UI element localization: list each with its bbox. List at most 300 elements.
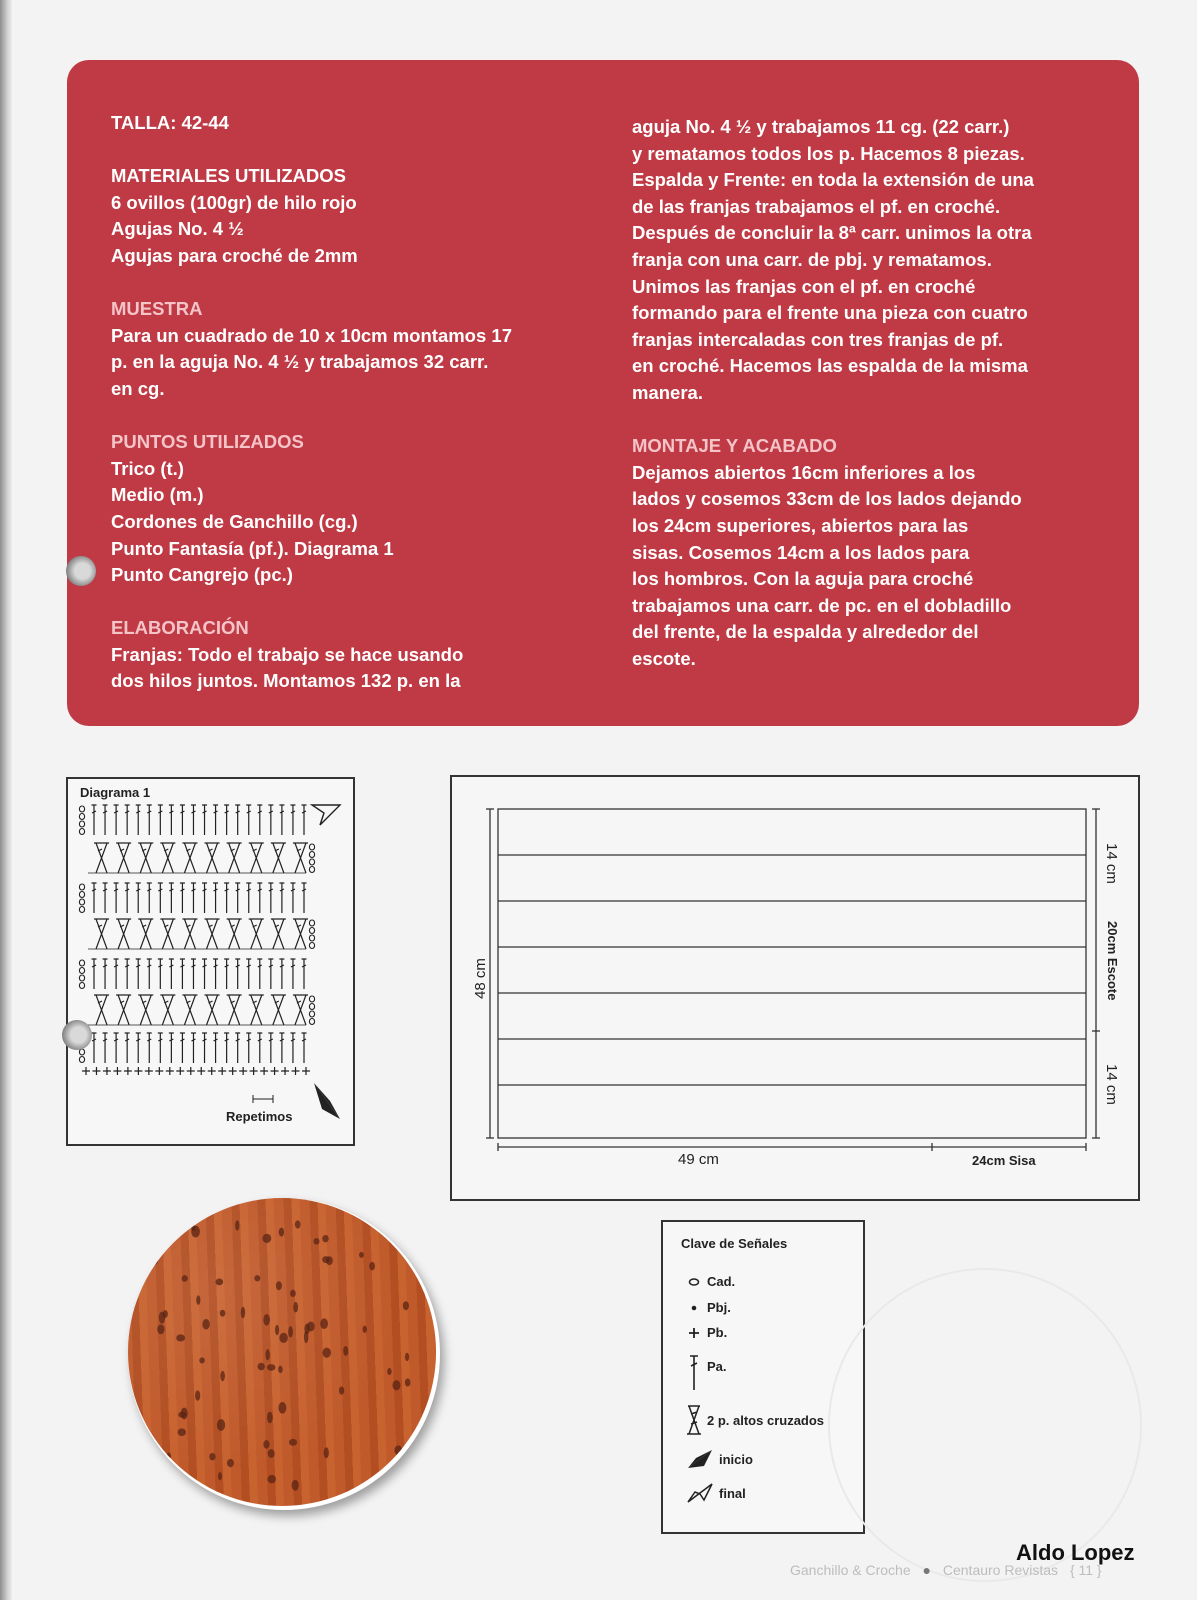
instruction-line: Medio (m.) (111, 484, 204, 506)
treble-stitch-mark (92, 883, 97, 913)
treble-stitch-mark (92, 1033, 97, 1063)
chain-stitch-mark (309, 852, 314, 858)
swatch-texture-spot (288, 1326, 293, 1337)
instruction-line: franja con una carr. de pbj. y rematamos. (632, 248, 992, 270)
garment-schematic (450, 775, 1140, 1201)
crossed-stitch-mark (293, 843, 308, 873)
swatch-texture-spot (157, 1324, 164, 1334)
treble-stitch-mark (268, 805, 273, 835)
chain-stitch-mark (79, 960, 84, 966)
paragraph-gap (632, 407, 1112, 434)
page-footer: Ganchillo & Croche ● Centauro Revistas { 11 } (790, 1562, 1102, 1578)
swatch-texture-spot (195, 1390, 200, 1400)
instruction-line: trabajamos una carr. de pc. en el dobladillo (632, 594, 1012, 616)
treble-stitch-mark (279, 1033, 284, 1063)
treble-stitch-mark (257, 883, 262, 913)
swatch-texture-spot (267, 1364, 276, 1371)
crossed-stitch-mark (182, 995, 197, 1025)
chain-stitch-mark (79, 1057, 84, 1063)
repeat-label: Repetimos (226, 1109, 293, 1124)
bottom-section-label: 14 cm (1103, 1064, 1120, 1105)
swatch-texture-spot (290, 1290, 296, 1297)
section-heading: MUESTRA (111, 298, 203, 320)
treble-stitch-mark (202, 805, 207, 835)
filled-arrow-icon (685, 1448, 715, 1470)
crossed-stitch-mark (138, 995, 153, 1025)
single-crochet-mark (155, 1067, 163, 1075)
instruction-line: 6 ovillos (100gr) de hilo rojo (111, 191, 357, 213)
swatch-texture-spot (279, 1333, 287, 1343)
crossed-stitch-mark (293, 919, 308, 949)
treble-stitch-mark (147, 805, 152, 835)
treble-stitch-mark (257, 805, 262, 835)
crossed-stitch-mark (249, 995, 264, 1025)
crossed-stitch-mark (227, 995, 242, 1025)
treble-stitch-mark (147, 1033, 152, 1063)
crossed-stitch-mark (227, 843, 242, 873)
instructions-right-column (632, 114, 1112, 672)
swatch-texture-spot (265, 1349, 269, 1360)
single-crochet-mark (271, 1067, 279, 1075)
single-crochet-mark (302, 1067, 310, 1075)
section-heading: MONTAJE Y ACABADO (632, 435, 837, 457)
swatch-texture-spot (295, 1220, 301, 1228)
swatch-texture-spot (196, 1295, 200, 1305)
swatch-photo (128, 1198, 436, 1506)
swatch-texture-spot (403, 1301, 409, 1310)
treble-stitch-mark (180, 959, 185, 989)
swatch-texture-spot (262, 1234, 271, 1243)
treble-stitch-mark (114, 959, 119, 989)
swatch-texture-spot (182, 1275, 188, 1282)
crossed-stitch-mark (94, 843, 109, 873)
treble-stitch-mark (92, 959, 97, 989)
crossed-stitch-mark (249, 919, 264, 949)
swatch-texture-spot (191, 1480, 197, 1487)
instructions-left-column (111, 110, 591, 695)
treble-stitch-mark (125, 959, 130, 989)
treble-stitch-mark (169, 1033, 174, 1063)
treble-stitch-mark (268, 883, 273, 913)
chain-stitch-mark (79, 829, 84, 835)
page-number: { 11 } (1069, 1562, 1102, 1578)
instruction-line: y rematamos todos los p. Hacemos 8 piezas. (632, 142, 1025, 164)
instruction-line: formando para el frente una pieza con cuatro (632, 302, 1028, 324)
single-crochet-mark (218, 1067, 226, 1075)
treble-stitch-mark (279, 883, 284, 913)
publisher-name: Centauro Revistas (942, 1562, 1059, 1578)
treble-stitch-mark (279, 959, 284, 989)
instruction-line: Franjas: Todo el trabajo se hace usando (111, 643, 464, 665)
swatch-texture-spot (320, 1318, 328, 1329)
chain-stitch-mark (309, 943, 314, 949)
single-crochet-mark (187, 1067, 195, 1075)
chain-stitch-mark (309, 928, 314, 934)
treble-stitch-mark (136, 1033, 141, 1063)
single-crochet-mark (166, 1067, 174, 1075)
treble-stitch-mark (202, 959, 207, 989)
swatch-texture-spot (167, 1453, 171, 1459)
treble-stitch-mark (114, 805, 119, 835)
legend-label: Cad. (707, 1274, 736, 1289)
treble-stitch-mark (235, 1033, 240, 1063)
crossed-stitch-mark (160, 919, 175, 949)
swatch-texture-spot (218, 1472, 222, 1480)
swatch-texture-spot (199, 1357, 205, 1363)
treble-stitch-mark (191, 1033, 196, 1063)
instruction-line: los hombros. Con la aguja para croché (632, 568, 974, 590)
instruction-line: franjas intercaladas con tres franjas de pf. (632, 328, 1004, 350)
chain-oval-icon (685, 1277, 703, 1287)
width-label: 49 cm (678, 1151, 719, 1168)
crossed-stitch-mark (182, 919, 197, 949)
section-heading: PUNTOS UTILIZADOS (111, 431, 304, 453)
treble-stitch-mark (92, 805, 97, 835)
treble-stitch-mark (279, 805, 284, 835)
chain-stitch-mark (79, 968, 84, 974)
instruction-line: Unimos las franjas con el pf. en croché (632, 275, 976, 297)
legend-label: Pb. (707, 1325, 728, 1340)
treble-stitch-mark (224, 959, 229, 989)
chain-stitch-mark (309, 935, 314, 941)
crossed-stitch-mark (138, 843, 153, 873)
treble-stitch-mark (169, 805, 174, 835)
treble-stitch-mark (224, 883, 229, 913)
treble-stitch-mark (125, 805, 130, 835)
crossed-stitch-mark (94, 995, 109, 1025)
single-crochet-mark (292, 1067, 300, 1075)
diagram-title: Diagrama 1 (80, 785, 151, 800)
instruction-line: Agujas No. 4 ½ (111, 218, 244, 240)
instructions-panel (67, 60, 1139, 726)
treble-stitch-mark (302, 959, 307, 989)
chain-stitch-mark (79, 975, 84, 981)
swatch-texture-spot (293, 1302, 298, 1313)
paragraph-gap (111, 589, 591, 616)
single-crochet-mark (208, 1067, 216, 1075)
swatch-texture-spot (289, 1439, 297, 1446)
paragraph-gap (111, 270, 591, 297)
single-crochet-mark (229, 1067, 237, 1075)
crossed-stitch-mark (227, 919, 242, 949)
chain-stitch-mark (79, 907, 84, 913)
swatch-texture-spot (359, 1252, 364, 1258)
treble-stitch-mark (191, 883, 196, 913)
swatch-texture-spot (267, 1412, 273, 1424)
binding-edge (0, 0, 12, 1600)
magazine-name: Ganchillo & Croche (790, 1562, 911, 1578)
treble-stitch-mark (191, 959, 196, 989)
treble-stitch-mark (136, 883, 141, 913)
chain-stitch-mark (79, 884, 84, 890)
swatch-texture-spot (151, 1255, 159, 1265)
chain-stitch-mark (309, 996, 314, 1002)
treble-stitch-mark (246, 805, 251, 835)
chain-stitch-mark (309, 1019, 314, 1025)
treble-stitch-mark (158, 1033, 163, 1063)
swatch-texture-spot (209, 1453, 215, 1460)
treble-stitch-mark (103, 805, 108, 835)
single-crochet-mark (124, 1067, 132, 1075)
instruction-line: Para un cuadrado de 10 x 10cm montamos 17 (111, 324, 512, 346)
swatch-texture-spot (322, 1235, 328, 1242)
swatch-texture-spot (268, 1449, 275, 1458)
swatch-texture-spot (191, 1225, 195, 1231)
swatch-texture-spot (217, 1419, 225, 1431)
treble-icon (685, 1354, 703, 1392)
treble-stitch-mark (125, 1033, 130, 1063)
treble-stitch-mark (268, 1033, 273, 1063)
chain-stitch-mark (79, 892, 84, 898)
crossed-stitch-mark (116, 843, 131, 873)
swatch-texture-spot (276, 1281, 282, 1290)
treble-stitch-mark (246, 959, 251, 989)
swatch-texture-spot (275, 1325, 279, 1336)
instruction-line: TALLA: 42-44 (111, 112, 229, 133)
stitch-chart (68, 779, 353, 1144)
treble-stitch-mark (246, 883, 251, 913)
swatch-texture-spot (278, 1366, 283, 1373)
treble-stitch-mark (191, 805, 196, 835)
punch-hole (66, 556, 96, 586)
swatch-texture-spot (241, 1307, 245, 1319)
treble-stitch-mark (202, 883, 207, 913)
treble-stitch-mark (180, 883, 185, 913)
treble-stitch-mark (169, 883, 174, 913)
swatch-texture-spot (322, 1348, 331, 1358)
swatch-texture-spot (384, 1468, 390, 1480)
treble-stitch-mark (268, 959, 273, 989)
swatch-texture-spot (369, 1262, 375, 1271)
swatch-texture-spot (394, 1445, 402, 1455)
chain-stitch-mark (309, 1004, 314, 1010)
treble-stitch-mark (246, 1033, 251, 1063)
chain-stitch-mark (309, 859, 314, 865)
swatch-texture-spot (178, 1428, 186, 1436)
treble-stitch-mark (290, 883, 295, 913)
chain-stitch-mark (79, 821, 84, 827)
legend-item-start (685, 1448, 753, 1470)
single-crochet-mark (92, 1067, 100, 1075)
instruction-line: Trico (t.) (111, 457, 184, 479)
swatch-texture-spot (304, 1331, 308, 1343)
end-arrow (312, 805, 340, 825)
instruction-line: Cordones de Ganchillo (cg.) (111, 510, 358, 532)
stitch-diagram (66, 777, 355, 1146)
legend-item-chain (685, 1274, 735, 1289)
single-crochet-mark (103, 1067, 111, 1075)
chain-stitch-mark (79, 1049, 84, 1055)
crossed-stitch-mark (205, 843, 220, 873)
decorative-circle (828, 1268, 1142, 1582)
crossed-stitch-mark (271, 843, 286, 873)
swatch-texture-spot (159, 1312, 165, 1324)
swatch-texture-spot (263, 1314, 270, 1325)
instruction-line: los 24cm superiores, abiertos para las (632, 514, 969, 536)
swatch-texture-spot (279, 1228, 284, 1237)
swatch-texture-spot (268, 1475, 276, 1483)
treble-stitch-mark (213, 1033, 218, 1063)
swatch-texture-spot (307, 1322, 315, 1332)
treble-stitch-mark (114, 883, 119, 913)
instruction-line: Espalda y Frente: en toda la extensión de una (632, 169, 1034, 191)
crossed-stitch-mark (160, 843, 175, 873)
treble-stitch-mark (103, 959, 108, 989)
single-crochet-mark (134, 1067, 142, 1075)
crossed-stitch-mark (271, 919, 286, 949)
instruction-line: Agujas para croché de 2mm (111, 244, 358, 266)
instruction-line: manera. (632, 381, 703, 403)
chain-stitch-mark (309, 1011, 314, 1017)
swatch-texture-spot (202, 1319, 209, 1329)
single-crochet-mark (281, 1067, 289, 1075)
swatch-texture-spot (292, 1480, 299, 1491)
instruction-line: MATERIALES UTILIZADOS (111, 165, 347, 187)
swatch-texture-spot (254, 1275, 260, 1281)
treble-stitch-mark (158, 883, 163, 913)
crossed-stitch-mark (293, 995, 308, 1025)
instruction-line: Punto Fantasía (pf.). Diagrama 1 (111, 537, 394, 559)
crossed-stitch-mark (116, 919, 131, 949)
single-crochet-mark (145, 1067, 153, 1075)
swatch-texture-spot (176, 1334, 185, 1341)
legend-label: inicio (719, 1451, 753, 1467)
swatch-texture-spot (258, 1363, 265, 1371)
treble-stitch-mark (290, 805, 295, 835)
swatch-texture-spot (362, 1326, 366, 1333)
repeat-bracket (253, 1095, 273, 1103)
crossed-stitch-mark (116, 995, 131, 1025)
paragraph-gap (111, 137, 591, 164)
treble-stitch-mark (302, 805, 307, 835)
swatch-texture-spot (339, 1387, 344, 1395)
legend-label: final (719, 1485, 746, 1501)
legend-item-crossed-treble (685, 1404, 824, 1436)
instruction-line: Punto Cangrejo (pc.) (111, 564, 293, 586)
crossed-stitch-mark (138, 919, 153, 949)
legend-item-end (685, 1482, 746, 1504)
treble-stitch-mark (169, 959, 174, 989)
instruction-line: aguja No. 4 ½ y trabajamos 11 cg. (22 carr.) (632, 116, 1010, 137)
single-crochet-mark (113, 1067, 121, 1075)
swatch-texture-spot (405, 1378, 411, 1386)
treble-stitch-mark (147, 883, 152, 913)
treble-stitch-mark (213, 805, 218, 835)
single-crochet-mark (239, 1067, 247, 1075)
swatch-texture-spot (235, 1220, 239, 1230)
swatch-texture-spot (322, 1256, 329, 1263)
single-crochet-mark (176, 1067, 184, 1075)
neckline-label: 20cm Escote (1105, 921, 1120, 1001)
legend-item-slip-stitch (685, 1300, 731, 1315)
treble-stitch-mark (180, 805, 185, 835)
treble-stitch-mark (235, 959, 240, 989)
instruction-line: dos hilos juntos. Montamos 132 p. en la (111, 670, 461, 692)
single-crochet-mark (250, 1067, 258, 1075)
swatch-texture-spot (392, 1380, 400, 1390)
punch-hole (62, 1020, 92, 1050)
instruction-line: Después de concluir la 8ª carr. unimos la otra (632, 222, 1032, 244)
swatch-texture-spot (313, 1238, 319, 1245)
treble-stitch-mark (158, 805, 163, 835)
legend-label: Pa. (707, 1358, 727, 1374)
treble-stitch-mark (147, 959, 152, 989)
instruction-line: en croché. Hacemos las espalda de la misma (632, 355, 1028, 377)
treble-stitch-mark (302, 1033, 307, 1063)
plus-icon (685, 1327, 703, 1339)
schematic-drawing (452, 777, 1138, 1199)
crossed-stitch-mark (94, 919, 109, 949)
instruction-line: escote. (632, 647, 696, 669)
treble-stitch-mark (290, 959, 295, 989)
treble-stitch-mark (257, 1033, 262, 1063)
legend-title: Clave de Señales (681, 1236, 788, 1251)
crossed-stitch-mark (205, 919, 220, 949)
swatch-texture-spot (227, 1459, 234, 1467)
armhole-label: 24cm Sisa (972, 1153, 1036, 1168)
swatch-texture-spot (220, 1310, 226, 1317)
treble-stitch-mark (158, 959, 163, 989)
legend-label: 2 p. altos cruzados (707, 1412, 825, 1428)
instruction-line: sisas. Cosemos 14cm a los lados para (632, 541, 970, 563)
treble-stitch-mark (103, 883, 108, 913)
single-crochet-mark (260, 1067, 268, 1075)
single-crochet-mark (82, 1067, 90, 1075)
swatch-texture (128, 1198, 436, 1506)
crossed-stitch-mark (160, 995, 175, 1025)
treble-stitch-mark (302, 883, 307, 913)
instruction-line: en cg. (111, 377, 165, 399)
treble-stitch-mark (290, 1033, 295, 1063)
instruction-line: del frente, de la espalda y alrededor del (632, 621, 979, 643)
crossed-stitch-mark (249, 843, 264, 873)
height-label: 48 cm (472, 958, 489, 999)
section-heading: ELABORACIÓN (111, 617, 249, 639)
author-credit: Aldo Lopez (1016, 1540, 1135, 1565)
legend-item-treble (685, 1354, 727, 1392)
chain-stitch-mark (79, 806, 84, 812)
dot-icon (685, 1303, 703, 1313)
single-crochet-mark (197, 1067, 205, 1075)
chain-stitch-mark (79, 899, 84, 905)
instruction-line: p. en la aguja No. 4 ½ y trabajamos 32 carr. (111, 351, 489, 373)
swatch-texture-spot (343, 1346, 348, 1356)
treble-stitch-mark (213, 883, 218, 913)
treble-stitch-mark (235, 883, 240, 913)
treble-stitch-mark (103, 1033, 108, 1063)
treble-stitch-mark (213, 959, 218, 989)
swatch-texture-spot (324, 1447, 329, 1458)
paragraph-gap (111, 403, 591, 430)
treble-stitch-mark (224, 1033, 229, 1063)
swatch-texture-spot (387, 1368, 391, 1375)
swatch-texture-spot (405, 1353, 409, 1361)
top-section-label: 14 cm (1103, 843, 1120, 884)
chain-stitch-mark (309, 920, 314, 926)
treble-stitch-mark (202, 1033, 207, 1063)
treble-stitch-mark (224, 805, 229, 835)
crossed-stitch-mark (182, 843, 197, 873)
swatch-texture-spot (263, 1440, 269, 1449)
crossed-stitch-mark (205, 995, 220, 1025)
instruction-line: lados y cosemos 33cm de los lados dejando (632, 488, 1022, 510)
swatch-texture-spot (278, 1402, 286, 1413)
swatch-texture-spot (220, 1371, 225, 1381)
legend-item-single-crochet (685, 1325, 727, 1340)
treble-stitch-mark (136, 805, 141, 835)
legend-label: Pbj. (707, 1300, 731, 1315)
chain-stitch-mark (79, 814, 84, 820)
